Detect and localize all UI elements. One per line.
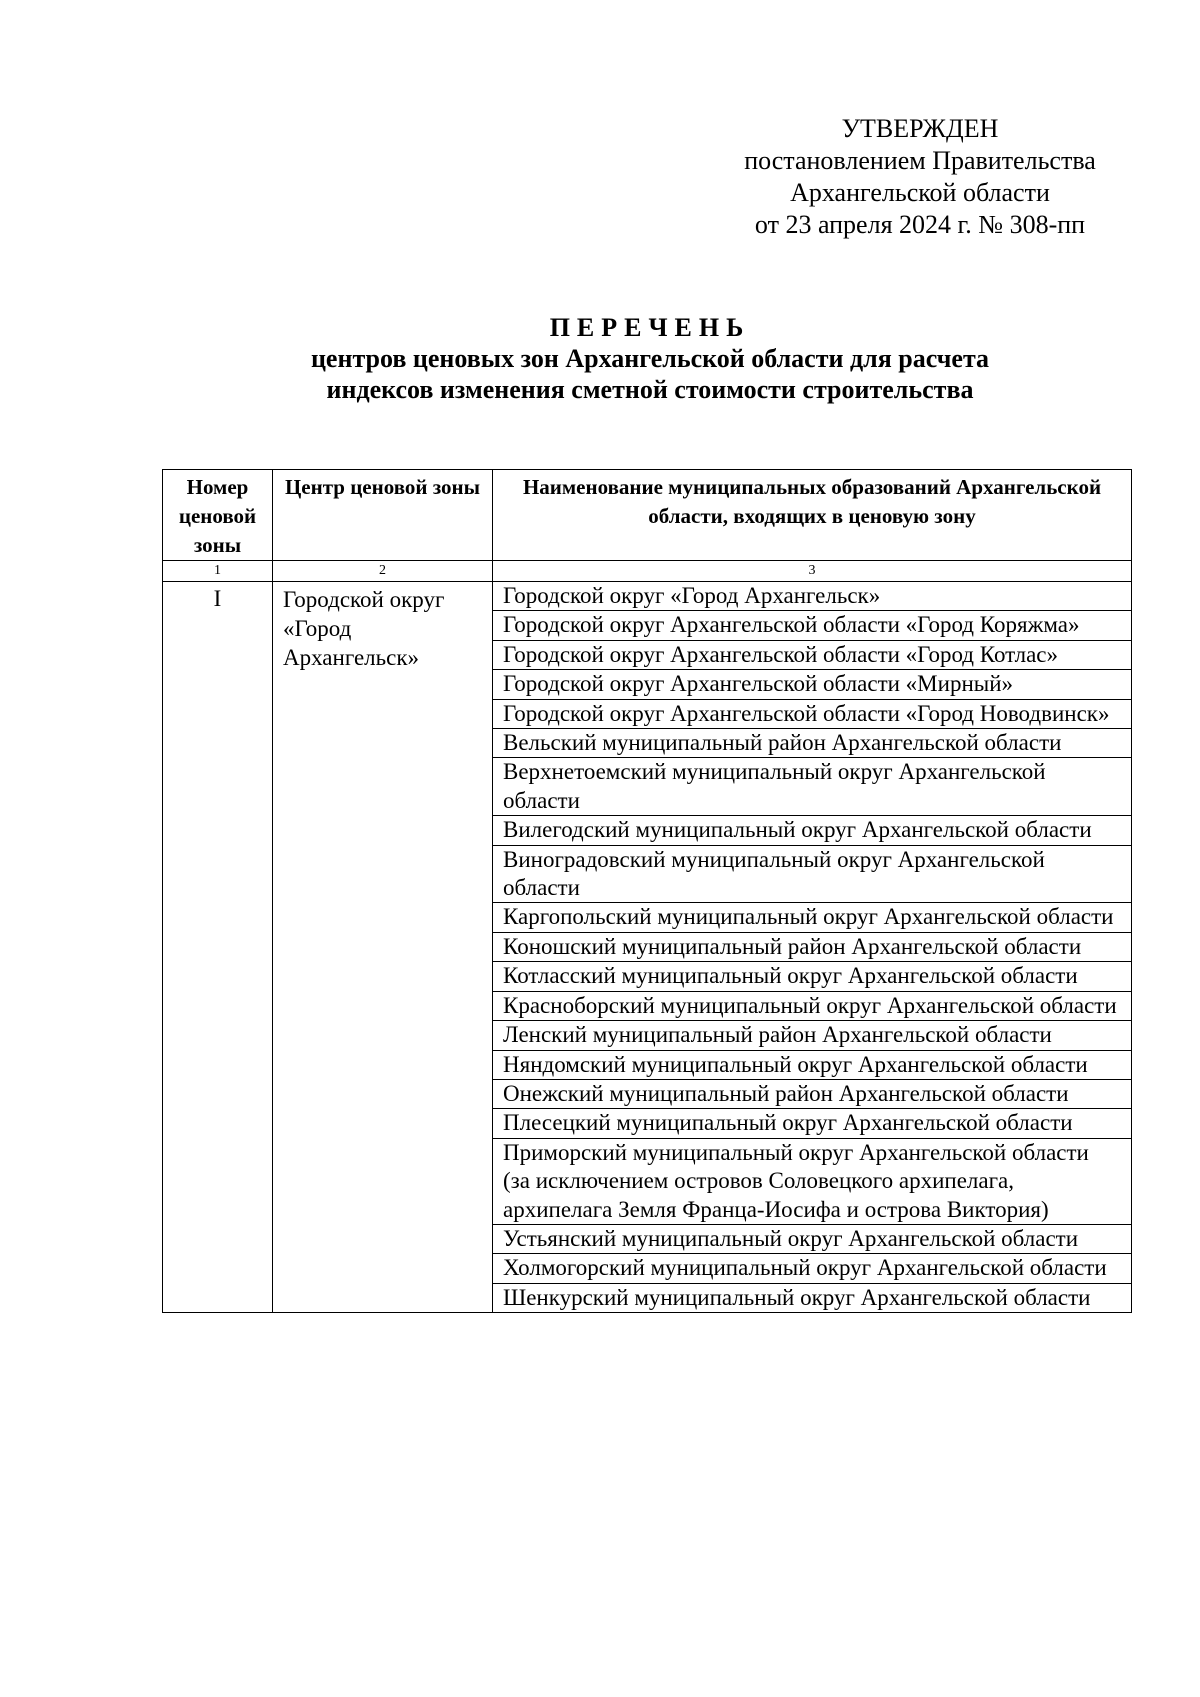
- municipality-item: Вельский муниципальный район Архангельской области: [493, 729, 1131, 758]
- zone-center: Городской округ «Город Архангельск»: [273, 582, 493, 1313]
- header-municipalities: Наименование муниципальных образований Архангельской области, входящих в ценовую зону: [493, 470, 1132, 561]
- column-number-row: [163, 561, 1132, 582]
- approval-stamp: [700, 113, 1140, 241]
- title-line-2: индексов изменения сметной стоимости строительства: [326, 375, 974, 404]
- municipality-item: Городской округ Архангельской области «Город Новодвинск»: [493, 700, 1131, 729]
- document-title: [150, 312, 1150, 405]
- municipality-item: Шенкурский муниципальный округ Архангельской области: [503, 1284, 1091, 1310]
- header-zone-center: Центр ценовой зоны: [273, 470, 493, 561]
- municipality-item: Верхнетоемский муниципальный округ Архангельской области: [493, 758, 1131, 816]
- municipality-item: Устьянский муниципальный округ Архангельской области: [493, 1225, 1131, 1254]
- municipality-item: Каргопольский муниципальный округ Архангельской области: [493, 903, 1131, 932]
- municipality-item: Няндомский муниципальный округ Архангельской области: [493, 1051, 1131, 1080]
- municipality-item: Городской округ Архангельской области «Мирный»: [493, 670, 1131, 699]
- municipality-item: Холмогорский муниципальный округ Архангельской области: [493, 1254, 1131, 1283]
- municipality-item: Городской округ Архангельской области «Город Коряжма»: [493, 611, 1131, 640]
- title-heading: ПЕРЕЧЕНЬ: [549, 313, 751, 342]
- approval-line-approved: УТВЕРЖДЕН: [841, 114, 999, 143]
- municipality-list: [493, 582, 1132, 1313]
- municipality-item: Красноборский муниципальный округ Архангельской области: [493, 992, 1131, 1021]
- municipality-item: Ленский муниципальный район Архангельской области: [493, 1021, 1131, 1050]
- price-zones-table: [162, 469, 1132, 1313]
- municipality-item: Городской округ «Город Архангельск»: [493, 582, 1131, 611]
- municipality-item: Котласский муниципальный округ Архангельской области: [493, 962, 1131, 991]
- column-number: 2: [273, 561, 493, 582]
- approval-line-date: от 23 апреля 2024 г. № 308-пп: [754, 210, 1086, 239]
- title-line-1: центров ценовых зон Архангельской области для расчета: [310, 344, 990, 373]
- municipality-item: Виноградовский муниципальный округ Архангельской области: [493, 846, 1131, 904]
- table-row: [163, 582, 1132, 1313]
- municipality-item: Вилегодский муниципальный округ Архангельской области: [493, 816, 1131, 845]
- approval-line-region: Архангельской области: [790, 178, 1050, 207]
- zone-number: I: [163, 582, 273, 1313]
- column-number: 1: [163, 561, 273, 582]
- municipality-item: Городской округ Архангельской области «Город Котлас»: [493, 641, 1131, 670]
- municipality-item: Приморский муниципальный округ Архангельской области (за исключением островов Соловецкого архипелага, архипелага Земля Франца-Иосифа и острова Виктория): [493, 1139, 1131, 1225]
- table-header-row: [163, 470, 1132, 561]
- municipality-item: Плесецкий муниципальный округ Архангельской области: [493, 1109, 1131, 1138]
- municipality-item: Онежский муниципальный район Архангельской области: [493, 1080, 1131, 1109]
- municipality-item: Коношский муниципальный район Архангельской области: [493, 933, 1131, 962]
- header-zone-number: Номер ценовой зоны: [163, 470, 273, 561]
- approval-line-decree: постановлением Правительства: [744, 146, 1096, 175]
- column-number: 3: [493, 561, 1132, 582]
